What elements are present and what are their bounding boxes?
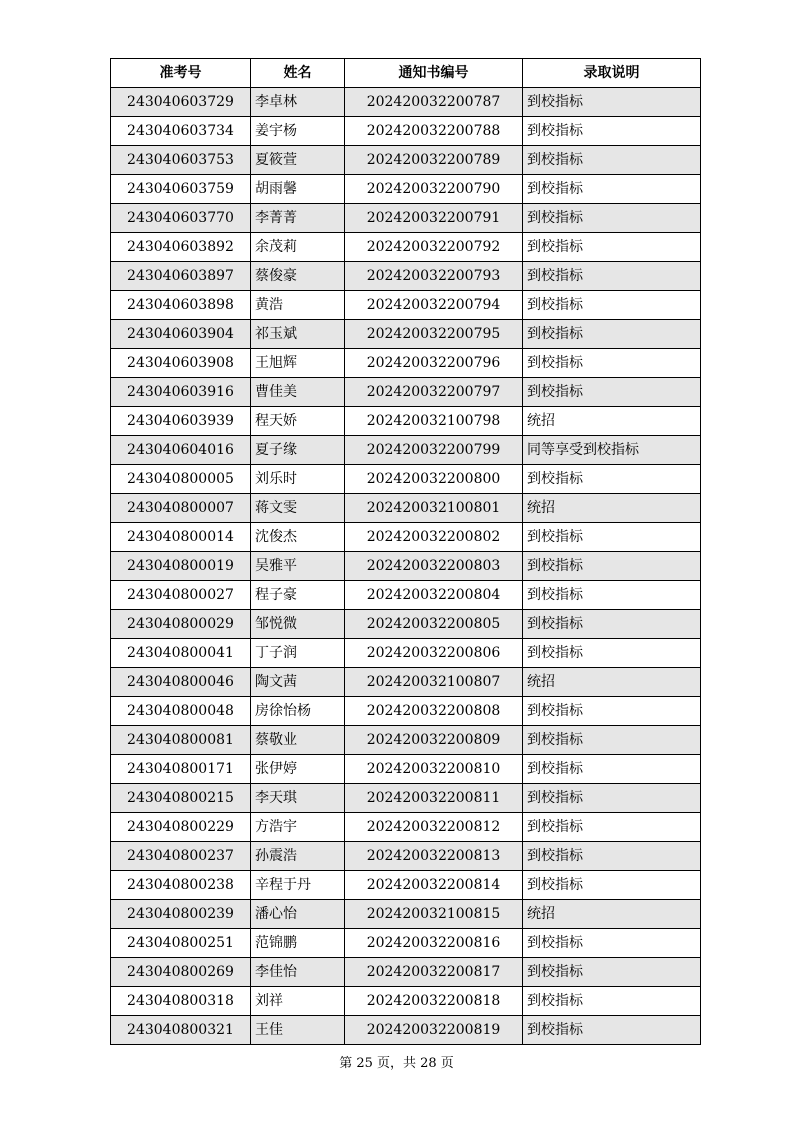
table-row	[111, 465, 701, 494]
student-name-cell: 李天琪	[251, 784, 345, 813]
student-name-cell: 潘心怡	[251, 900, 345, 929]
table-row	[111, 668, 701, 697]
table-row	[111, 117, 701, 146]
admission-note-cell: 到校指标	[523, 291, 701, 320]
notice-number-cell: 202420032200806	[345, 639, 523, 668]
notice-number-cell: 202420032200812	[345, 813, 523, 842]
exam-number-cell: 243040800321	[111, 1016, 251, 1045]
table-row	[111, 262, 701, 291]
student-name-cell: 丁子润	[251, 639, 345, 668]
exam-number-cell: 243040800171	[111, 755, 251, 784]
admission-note-cell: 到校指标	[523, 581, 701, 610]
notice-number-cell: 202420032200790	[345, 175, 523, 204]
exam-number-cell: 243040800215	[111, 784, 251, 813]
table-row	[111, 523, 701, 552]
student-name-cell: 范锦鹏	[251, 929, 345, 958]
table-row	[111, 1016, 701, 1045]
page-footer: 第 25 页，共 28 页	[339, 1056, 454, 1071]
exam-number-cell: 243040800081	[111, 726, 251, 755]
admission-note-cell: 到校指标	[523, 88, 701, 117]
exam-number-cell: 243040603916	[111, 378, 251, 407]
notice-number-cell: 202420032200813	[345, 842, 523, 871]
student-name-cell: 程天娇	[251, 407, 345, 436]
admission-note-cell: 到校指标	[523, 987, 701, 1016]
exam-number-cell: 243040800014	[111, 523, 251, 552]
table-row	[111, 146, 701, 175]
notice-number-cell: 202420032200797	[345, 378, 523, 407]
table-row	[111, 349, 701, 378]
exam-number-cell: 243040603729	[111, 88, 251, 117]
notice-number-cell: 202420032100807	[345, 668, 523, 697]
exam-number-cell: 243040800269	[111, 958, 251, 987]
student-name-cell: 张伊婷	[251, 755, 345, 784]
exam-number-cell: 243040800251	[111, 929, 251, 958]
student-name-cell: 李佳怡	[251, 958, 345, 987]
student-name-cell: 吴雅平	[251, 552, 345, 581]
notice-number-cell: 202420032200787	[345, 88, 523, 117]
table-row	[111, 436, 701, 465]
notice-number-cell: 202420032200788	[345, 117, 523, 146]
admission-note-cell: 到校指标	[523, 320, 701, 349]
notice-number-cell: 202420032100798	[345, 407, 523, 436]
table-row	[111, 320, 701, 349]
exam-number-cell: 243040603908	[111, 349, 251, 378]
notice-number-cell: 202420032200808	[345, 697, 523, 726]
notice-number-cell: 202420032100801	[345, 494, 523, 523]
table-row	[111, 88, 701, 117]
table-row	[111, 552, 701, 581]
admission-note-cell: 统招	[523, 668, 701, 697]
table-row	[111, 900, 701, 929]
header-row	[111, 59, 701, 88]
admission-note-cell: 到校指标	[523, 175, 701, 204]
admission-note-cell: 到校指标	[523, 117, 701, 146]
admission-note-cell: 统招	[523, 494, 701, 523]
admission-note-cell: 到校指标	[523, 697, 701, 726]
exam-number-cell: 243040800046	[111, 668, 251, 697]
table-row	[111, 291, 701, 320]
table-row	[111, 784, 701, 813]
table-row	[111, 639, 701, 668]
student-name-cell: 蒋文雯	[251, 494, 345, 523]
admission-note-cell: 同等享受到校指标	[523, 436, 701, 465]
admission-note-cell: 到校指标	[523, 610, 701, 639]
notice-number-cell: 202420032200814	[345, 871, 523, 900]
student-name-cell: 姜宇杨	[251, 117, 345, 146]
notice-number-cell: 202420032200818	[345, 987, 523, 1016]
exam-number-cell: 243040800318	[111, 987, 251, 1016]
student-name-cell: 胡雨馨	[251, 175, 345, 204]
header-exam-number: 准考号	[111, 59, 251, 88]
exam-number-cell: 243040604016	[111, 436, 251, 465]
exam-number-cell: 243040603898	[111, 291, 251, 320]
admission-note-cell: 到校指标	[523, 958, 701, 987]
notice-number-cell: 202420032200796	[345, 349, 523, 378]
exam-number-cell: 243040800237	[111, 842, 251, 871]
table-row	[111, 378, 701, 407]
notice-number-cell: 202420032200789	[345, 146, 523, 175]
table-row	[111, 871, 701, 900]
notice-number-cell: 202420032200791	[345, 204, 523, 233]
student-name-cell: 李菁菁	[251, 204, 345, 233]
exam-number-cell: 243040800005	[111, 465, 251, 494]
admission-note-cell: 到校指标	[523, 523, 701, 552]
exam-number-cell: 243040800041	[111, 639, 251, 668]
exam-number-cell: 243040800029	[111, 610, 251, 639]
exam-number-cell: 243040603734	[111, 117, 251, 146]
admission-note-cell: 到校指标	[523, 726, 701, 755]
admission-note-cell: 到校指标	[523, 639, 701, 668]
student-name-cell: 刘乐时	[251, 465, 345, 494]
notice-number-cell: 202420032200803	[345, 552, 523, 581]
admission-note-cell: 统招	[523, 407, 701, 436]
table-row	[111, 407, 701, 436]
exam-number-cell: 243040603770	[111, 204, 251, 233]
notice-number-cell: 202420032200795	[345, 320, 523, 349]
student-name-cell: 房徐怡杨	[251, 697, 345, 726]
table-row	[111, 842, 701, 871]
header-admission-note: 录取说明	[523, 59, 701, 88]
student-name-cell: 王佳	[251, 1016, 345, 1045]
table-row	[111, 726, 701, 755]
admission-note-cell: 到校指标	[523, 842, 701, 871]
table-row	[111, 610, 701, 639]
admission-note-cell: 到校指标	[523, 552, 701, 581]
admission-note-cell: 到校指标	[523, 813, 701, 842]
table-body	[111, 88, 701, 1045]
notice-number-cell: 202420032200802	[345, 523, 523, 552]
table-row	[111, 755, 701, 784]
student-name-cell: 蔡敬业	[251, 726, 345, 755]
exam-number-cell: 243040603892	[111, 233, 251, 262]
exam-number-cell: 243040800019	[111, 552, 251, 581]
table-row	[111, 987, 701, 1016]
table-row	[111, 494, 701, 523]
student-name-cell: 陶文茜	[251, 668, 345, 697]
admission-table	[110, 58, 701, 1045]
table-row	[111, 175, 701, 204]
student-name-cell: 沈俊杰	[251, 523, 345, 552]
student-name-cell: 夏子缘	[251, 436, 345, 465]
notice-number-cell: 202420032200811	[345, 784, 523, 813]
exam-number-cell: 243040800238	[111, 871, 251, 900]
table-row	[111, 233, 701, 262]
notice-number-cell: 202420032200817	[345, 958, 523, 987]
student-name-cell: 辛程于丹	[251, 871, 345, 900]
exam-number-cell: 243040603897	[111, 262, 251, 291]
student-name-cell: 李卓林	[251, 88, 345, 117]
admission-note-cell: 到校指标	[523, 784, 701, 813]
notice-number-cell: 202420032200800	[345, 465, 523, 494]
student-name-cell: 邹悦微	[251, 610, 345, 639]
admission-note-cell: 到校指标	[523, 204, 701, 233]
notice-number-cell: 202420032200794	[345, 291, 523, 320]
admission-note-cell: 统招	[523, 900, 701, 929]
exam-number-cell: 243040603939	[111, 407, 251, 436]
notice-number-cell: 202420032100815	[345, 900, 523, 929]
student-name-cell: 黄浩	[251, 291, 345, 320]
student-name-cell: 刘祥	[251, 987, 345, 1016]
exam-number-cell: 243040800027	[111, 581, 251, 610]
admission-note-cell: 到校指标	[523, 378, 701, 407]
table-header	[111, 59, 701, 88]
student-name-cell: 方浩宇	[251, 813, 345, 842]
table-row	[111, 958, 701, 987]
admission-note-cell: 到校指标	[523, 929, 701, 958]
exam-number-cell: 243040603759	[111, 175, 251, 204]
student-name-cell: 夏筱萱	[251, 146, 345, 175]
student-name-cell: 曹佳美	[251, 378, 345, 407]
exam-number-cell: 243040800048	[111, 697, 251, 726]
admission-note-cell: 到校指标	[523, 1016, 701, 1045]
exam-number-cell: 243040603753	[111, 146, 251, 175]
table-row	[111, 581, 701, 610]
notice-number-cell: 202420032200819	[345, 1016, 523, 1045]
student-name-cell: 蔡俊豪	[251, 262, 345, 291]
notice-number-cell: 202420032200805	[345, 610, 523, 639]
notice-number-cell: 202420032200792	[345, 233, 523, 262]
student-name-cell: 程子豪	[251, 581, 345, 610]
admission-note-cell: 到校指标	[523, 233, 701, 262]
header-notice-number: 通知书编号	[345, 59, 523, 88]
student-name-cell: 祁玉斌	[251, 320, 345, 349]
table-row	[111, 204, 701, 233]
admission-note-cell: 到校指标	[523, 349, 701, 378]
admission-note-cell: 到校指标	[523, 146, 701, 175]
table-row	[111, 813, 701, 842]
notice-number-cell: 202420032200810	[345, 755, 523, 784]
notice-number-cell: 202420032200799	[345, 436, 523, 465]
notice-number-cell: 202420032200816	[345, 929, 523, 958]
header-name: 姓名	[251, 59, 345, 88]
admission-note-cell: 到校指标	[523, 755, 701, 784]
table-row	[111, 929, 701, 958]
notice-number-cell: 202420032200793	[345, 262, 523, 291]
exam-number-cell: 243040800229	[111, 813, 251, 842]
table-row	[111, 697, 701, 726]
notice-number-cell: 202420032200809	[345, 726, 523, 755]
admission-note-cell: 到校指标	[523, 262, 701, 291]
admission-note-cell: 到校指标	[523, 465, 701, 494]
exam-number-cell: 243040800239	[111, 900, 251, 929]
student-name-cell: 余茂莉	[251, 233, 345, 262]
admission-note-cell: 到校指标	[523, 871, 701, 900]
notice-number-cell: 202420032200804	[345, 581, 523, 610]
student-name-cell: 王旭辉	[251, 349, 345, 378]
exam-number-cell: 243040603904	[111, 320, 251, 349]
student-name-cell: 孙震浩	[251, 842, 345, 871]
exam-number-cell: 243040800007	[111, 494, 251, 523]
